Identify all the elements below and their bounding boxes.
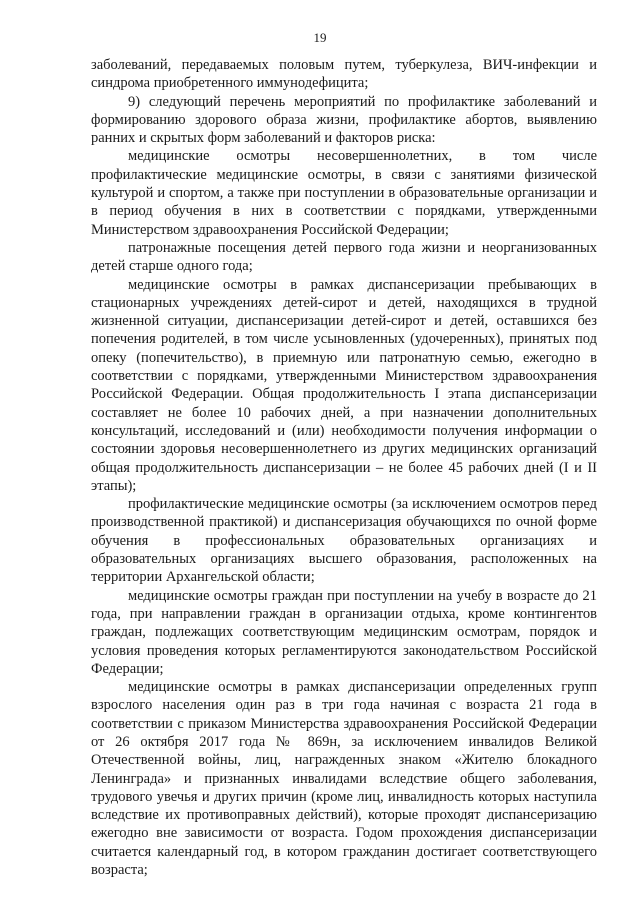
paragraph: заболеваний, передаваемых половым путем, туберкулеза, ВИЧ-инфекции и синдрома приобретенного иммунодефицита; <box>91 57 597 92</box>
body-text <box>91 56 597 879</box>
paragraph: медицинские осмотры несовершеннолетних, в том числе профилактические медицинские осмотры, в связи с занятиями физической культурой и спортом, а также при поступлении в образовательные организации и в период обучения в них в соответствии с порядками, утвержденными Министерством здравоохранения Российской Федерации; <box>91 148 597 238</box>
paragraph: медицинские осмотры в рамках диспансеризации пребывающих в стационарных учреждениях детей-сирот и детей, находящихся в трудной жизненной ситуации, диспансеризации детей-сирот и детей, оставшихся без попечения родителей, в том числе усыновленных (удочеренных), принятых под опеку (попечительство), в приемную или патронатную семью, ежегодно в соответствии с порядками, утвержденными Министерством здравоохранения Российской Федерации. Общая продолжительность I этапа диспансеризации составляет не более 10 рабочих дней, а при назначении дополнительных консультаций, исследований и (или) необходимости получения информации о состоянии здоровья несовершеннолетнего из других медицинских организаций общая продолжительность диспансеризации – не более 45 рабочих дней (I и II этапы); <box>91 276 597 494</box>
paragraph: патронажные посещения детей первого года жизни и неорганизованных детей старше одного года; <box>91 239 597 275</box>
paragraph: медицинские осмотры в рамках диспансеризации определенных групп взрослого населения один раз в три года начиная с возраста 21 года в соответствии с приказом Министерства здравоохранения Российской Федерации от 26 октября 2017 года № 869н, за исключением инвалидов Великой Отечественной войны, лиц, награжденных знаком «Жителю блокадного Ленинграда» и признанных инвалидами вследствие общего заболевания, трудового увечья и других причин (кроме лиц, инвалидность которых наступила вследствие их противоправных действий), которые проходят диспансеризацию ежегодно вне зависимости от возраста. Годом прохождения диспансеризации считается календарный год, в котором гражданин достигает соответствующего возраста; <box>91 679 597 879</box>
paragraph: 9) следующий перечень мероприятий по профилактике заболеваний и формированию здорового образа жизни, профилактике абортов, выявлению ранних и скрытых форм заболеваний и факторов риска: <box>91 93 597 147</box>
paragraph: медицинские осмотры граждан при поступлении на учебу в возрасте до 21 года, при направлении граждан в организации отдыха, кроме контингентов граждан, подлежащих соответствующим медицинским осмотрам, порядок и условия проведения которых регламентируются законодательством Российской Федерации; <box>91 587 597 677</box>
page-number: 19 <box>313 30 327 45</box>
paragraph: профилактические медицинские осмотры (за исключением осмотров перед производственной практикой) и диспансеризация обучающихся по очной форме обучения в профессиональных образовательных организациях и образовательных организациях высшего образования, расположенных на территории Архангельской области; <box>91 496 597 586</box>
